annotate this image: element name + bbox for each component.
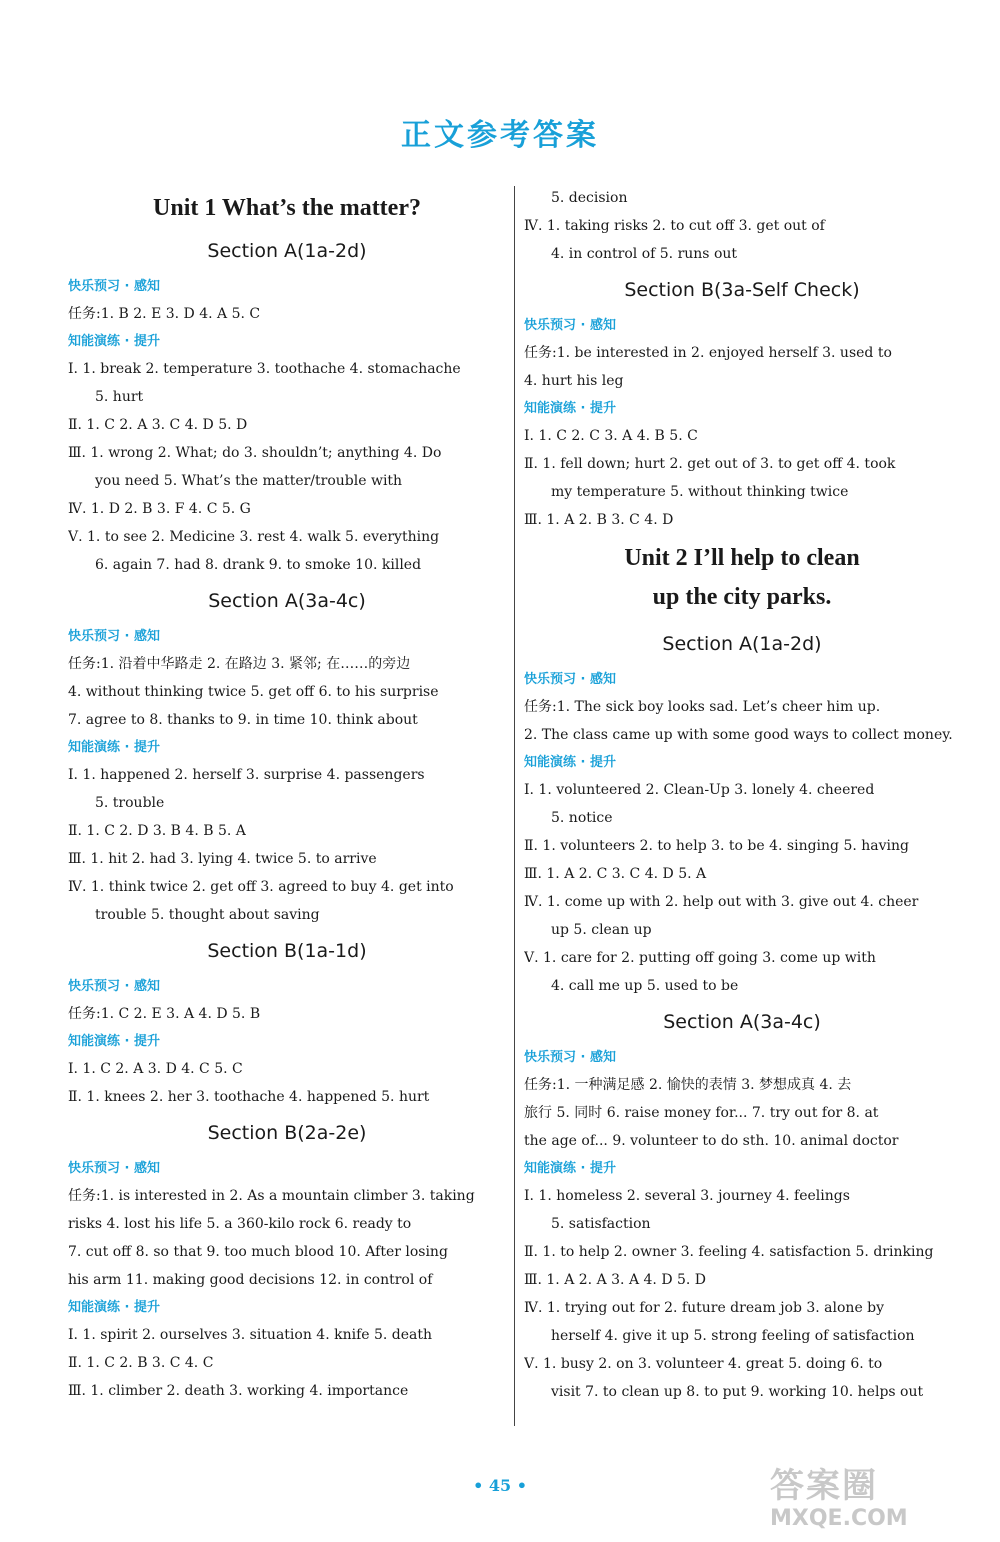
- answer-line: 4. without thinking twice 5. get off 6. to his surprise: [68, 684, 439, 700]
- exercise-label: 知能演练 · 提升: [68, 1034, 160, 1049]
- watermark-logo-text: 答案圈: [770, 1466, 878, 1506]
- answer-line: 4. call me up 5. used to be: [551, 978, 739, 994]
- answer-line: 4. in control of 5. runs out: [551, 246, 738, 262]
- answer-line: Ⅱ. 1. C 2. B 3. C 4. C: [68, 1355, 214, 1371]
- answer-line: 任务:1. is interested in 2. As a mountain climber 3. taking: [68, 1188, 475, 1204]
- answer-line: up 5. clean up: [551, 922, 652, 938]
- answer-line: 5. hurt: [95, 389, 144, 405]
- column-divider: [514, 186, 515, 1426]
- answer-line: 7. cut off 8. so that 9. too much blood 10. After losing: [68, 1244, 448, 1260]
- answer-line: my temperature 5. without thinking twice: [551, 484, 849, 500]
- answer-line: 任务:1. The sick boy looks sad. Let’s cheer him up.: [524, 699, 881, 715]
- answer-line: Ⅱ. 1. fell down; hurt 2. get out of 3. to get off 4. took: [524, 456, 896, 472]
- exercise-label: 知能演练 · 提升: [524, 401, 616, 416]
- answer-line: his arm 11. making good decisions 12. in control of: [68, 1272, 433, 1288]
- answer-line: 5. decision: [551, 190, 628, 206]
- unit-title: Unit 1 What’s the matter?: [153, 195, 421, 221]
- page-title: 正文参考答案: [401, 118, 599, 153]
- answer-line: Ⅲ. 1. wrong 2. What; do 3. shouldn’t; anything 4. Do: [68, 445, 442, 461]
- exercise-label: 快乐预习 · 感知: [68, 979, 160, 994]
- answer-line: Ⅰ. 1. happened 2. herself 3. surprise 4. passengers: [68, 767, 425, 783]
- answer-line: risks 4. lost his life 5. a 360-kilo rock 6. ready to: [68, 1216, 412, 1232]
- answer-line: visit 7. to clean up 8. to put 9. working 10. helps out: [551, 1384, 924, 1400]
- section-title: Section A(3a-4c): [208, 590, 366, 612]
- answer-line: 任务:1. C 2. E 3. A 4. D 5. B: [68, 1006, 261, 1022]
- unit-title: Unit 2 I’ll help to clean: [624, 545, 860, 571]
- unit-title: up the city parks.: [652, 584, 832, 610]
- answer-line: Ⅲ. 1. A 2. B 3. C 4. D: [524, 512, 674, 528]
- answer-line: Ⅱ. 1. C 2. A 3. C 4. D 5. D: [68, 417, 248, 433]
- answer-line: 6. again 7. had 8. drank 9. to smoke 10. killed: [95, 557, 422, 573]
- answer-line: Ⅲ. 1. climber 2. death 3. working 4. importance: [68, 1383, 409, 1399]
- exercise-label: 快乐预习 · 感知: [524, 1050, 616, 1065]
- answer-line: Ⅱ. 1. volunteers 2. to help 3. to be 4. singing 5. having: [524, 838, 909, 854]
- answer-line: Ⅲ. 1. hit 2. had 3. lying 4. twice 5. to arrive: [68, 851, 377, 867]
- answer-line: 2. The class came up with some good ways to collect money.: [524, 727, 953, 743]
- right-column: [524, 184, 960, 1406]
- answer-line: 5. trouble: [95, 795, 165, 811]
- answer-line: Ⅰ. 1. spirit 2. ourselves 3. situation 4. knife 5. death: [68, 1327, 433, 1343]
- answer-line: Ⅱ. 1. C 2. D 3. B 4. B 5. A: [68, 823, 246, 839]
- answer-line: Ⅱ. 1. knees 2. her 3. toothache 4. happened 5. hurt: [68, 1089, 430, 1105]
- answer-line: Ⅴ. 1. care for 2. putting off going 3. come up with: [524, 950, 876, 966]
- answer-line: herself 4. give it up 5. strong feeling of satisfaction: [551, 1328, 915, 1344]
- answer-line: you need 5. What’s the matter/trouble with: [95, 473, 403, 489]
- watermark-site-text: MXQE.COM: [770, 1506, 908, 1531]
- answer-line: Ⅴ. 1. busy 2. on 3. volunteer 4. great 5. doing 6. to: [524, 1356, 883, 1372]
- answer-line: Ⅱ. 1. to help 2. owner 3. feeling 4. satisfaction 5. drinking: [524, 1244, 934, 1260]
- exercise-label: 快乐预习 · 感知: [524, 318, 616, 333]
- answer-line: Ⅰ. 1. homeless 2. several 3. journey 4. feelings: [524, 1188, 850, 1204]
- answer-line: 5. notice: [551, 810, 613, 826]
- answer-line: Ⅴ. 1. to see 2. Medicine 3. rest 4. walk 5. everything: [68, 529, 440, 545]
- answer-line: 任务:1. B 2. E 3. D 4. A 5. C: [68, 306, 261, 322]
- exercise-label: 知能演练 · 提升: [524, 755, 616, 770]
- watermark-logo: [770, 1466, 980, 1536]
- section-title: Section B(3a-Self Check): [624, 279, 860, 301]
- answer-line: Ⅰ. 1. break 2. temperature 3. toothache 4. stomachache: [68, 361, 461, 377]
- section-title: Section A(1a-2d): [207, 240, 367, 262]
- exercise-label: 快乐预习 · 感知: [524, 672, 616, 687]
- exercise-label: 知能演练 · 提升: [68, 1300, 160, 1315]
- answer-line: Ⅳ. 1. think twice 2. get off 3. agreed to buy 4. get into: [68, 879, 454, 895]
- answer-line: 7. agree to 8. thanks to 9. in time 10. think about: [68, 712, 418, 728]
- exercise-label: 快乐预习 · 感知: [68, 1161, 160, 1176]
- answer-line: Ⅳ. 1. taking risks 2. to cut off 3. get out of: [524, 218, 825, 234]
- answer-line: 5. satisfaction: [551, 1216, 651, 1232]
- left-column: [68, 184, 506, 1405]
- exercise-label: 知能演练 · 提升: [68, 334, 160, 349]
- exercise-label: 知能演练 · 提升: [524, 1161, 616, 1176]
- section-title: Section A(3a-4c): [663, 1011, 821, 1033]
- answer-line: Ⅲ. 1. A 2. C 3. C 4. D 5. A: [524, 866, 707, 882]
- answer-line: Ⅲ. 1. A 2. A 3. A 4. D 5. D: [524, 1272, 707, 1288]
- answer-line: Ⅰ. 1. volunteered 2. Clean-Up 3. lonely 4. cheered: [524, 782, 875, 798]
- answer-line: Ⅰ. 1. C 2. A 3. D 4. C 5. C: [68, 1061, 243, 1077]
- answer-line: trouble 5. thought about saving: [95, 907, 320, 923]
- answer-line: 任务:1. 沿着中华路走 2. 在路边 3. 紧邻; 在……的旁边: [68, 656, 411, 672]
- section-title: Section B(2a-2e): [207, 1122, 367, 1144]
- answer-line: 旅行 5. 同时 6. raise money for... 7. try out for 8. at: [524, 1105, 879, 1121]
- page-number: • 45 •: [473, 1476, 527, 1495]
- exercise-label: 知能演练 · 提升: [68, 740, 160, 755]
- answer-line: 4. hurt his leg: [524, 373, 624, 389]
- section-title: Section B(1a-1d): [207, 940, 367, 962]
- answer-line: the age of... 9. volunteer to do sth. 10. animal doctor: [524, 1133, 899, 1149]
- answer-line: Ⅳ. 1. come up with 2. help out with 3. give out 4. cheer: [524, 894, 919, 910]
- answer-line: Ⅰ. 1. C 2. C 3. A 4. B 5. C: [524, 428, 698, 444]
- answer-line: 任务:1. be interested in 2. enjoyed herself 3. used to: [524, 345, 892, 361]
- exercise-label: 快乐预习 · 感知: [68, 279, 160, 294]
- section-title: Section A(1a-2d): [662, 633, 822, 655]
- exercise-label: 快乐预习 · 感知: [68, 629, 160, 644]
- answer-line: 任务:1. 一种满足感 2. 愉快的表情 3. 梦想成真 4. 去: [524, 1077, 852, 1093]
- answer-line: Ⅳ. 1. trying out for 2. future dream job 3. alone by: [524, 1300, 885, 1316]
- answer-line: Ⅳ. 1. D 2. B 3. F 4. C 5. G: [68, 501, 251, 517]
